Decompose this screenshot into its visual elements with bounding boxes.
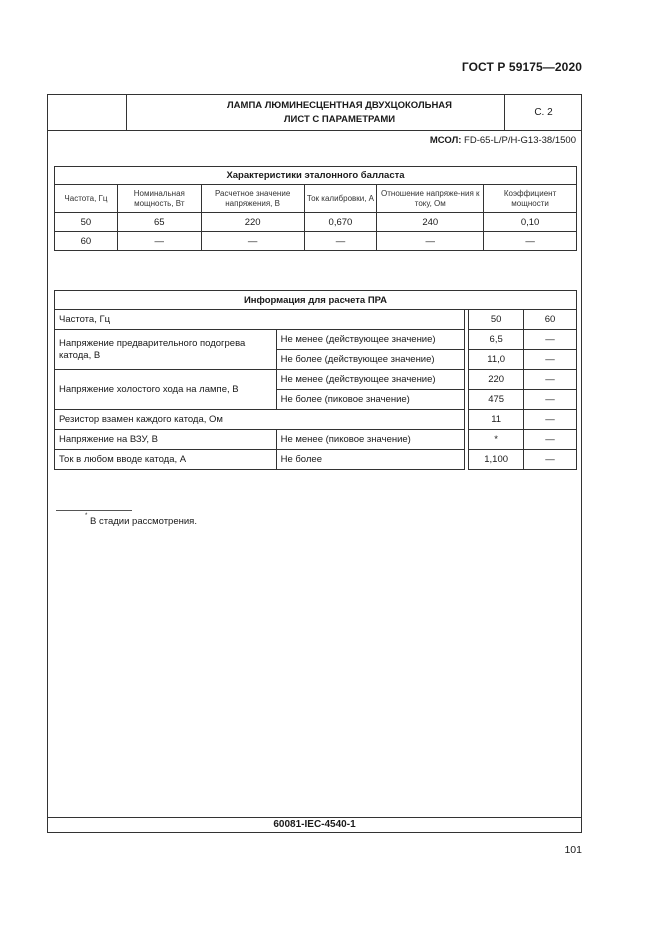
header-blank-cell bbox=[48, 95, 127, 130]
cell: 220 bbox=[469, 370, 524, 390]
table-row bbox=[55, 330, 577, 350]
cell: — bbox=[524, 370, 577, 390]
table-row bbox=[55, 232, 577, 251]
pra-param: Напряжение предварительного подогрева катода, В bbox=[55, 330, 277, 370]
ballast-col-header: Номинальная мощность, Вт bbox=[117, 185, 201, 213]
msol-value: FD-65-L/P/H-G13-38/1500 bbox=[464, 135, 576, 146]
cell: 475 bbox=[469, 390, 524, 410]
pra-table bbox=[54, 290, 577, 470]
footnote-text: В стадии рассмотрения. bbox=[89, 516, 197, 528]
cell: — bbox=[524, 330, 577, 350]
cell: 60 bbox=[55, 232, 118, 251]
pra-freq-50: 50 bbox=[469, 310, 524, 330]
cell: — bbox=[524, 350, 577, 370]
cell: 240 bbox=[377, 213, 484, 232]
cell: 0,10 bbox=[484, 213, 577, 232]
sheet-title bbox=[127, 95, 552, 130]
ballast-col-header: Частота, Гц bbox=[55, 185, 118, 213]
pra-cond: Не более (пиковое значение) bbox=[276, 390, 465, 410]
ballast-col-header: Расчетное значение напряжения, В bbox=[201, 185, 304, 213]
table-row bbox=[55, 410, 577, 430]
cell: 11 bbox=[469, 410, 524, 430]
pra-cond: Не более (действующее значение) bbox=[276, 350, 465, 370]
pra-param: Напряжение холостого хода на лампе, В bbox=[55, 370, 277, 410]
msol-label: МСОЛ: bbox=[429, 135, 462, 146]
cell: — bbox=[484, 232, 577, 251]
cell: — bbox=[524, 410, 577, 430]
cell: * bbox=[469, 430, 524, 450]
cell: 6,5 bbox=[469, 330, 524, 350]
footer-code: 60081-IEC-4540-1 bbox=[273, 819, 356, 830]
sheet-title-line2: ЛИСТ С ПАРАМЕТРАМИ bbox=[283, 114, 396, 125]
sheet-title-line1: ЛАМПА ЛЮМИНЕСЦЕНТНАЯ ДВУХЦОКОЛЬНАЯ bbox=[227, 100, 452, 111]
cell: — bbox=[377, 232, 484, 251]
cell: 0,670 bbox=[304, 213, 377, 232]
footnote-mark: * bbox=[85, 513, 88, 519]
ballast-table bbox=[54, 166, 577, 251]
table-row bbox=[55, 213, 577, 232]
pra-cond: Не более bbox=[276, 450, 465, 470]
ballast-col-header: Отношение напряже-ния к току, Ом bbox=[377, 185, 484, 213]
header-divider bbox=[48, 130, 581, 131]
table-row bbox=[55, 370, 577, 390]
cell: — bbox=[524, 430, 577, 450]
pra-cond: Не менее (действующее значение) bbox=[276, 330, 465, 350]
pra-caption: Информация для расчета ПРА bbox=[55, 291, 577, 310]
cell: 50 bbox=[55, 213, 118, 232]
cell: — bbox=[117, 232, 201, 251]
cell: 1,100 bbox=[469, 450, 524, 470]
page-number: 101 bbox=[564, 844, 582, 856]
sheet-frame bbox=[47, 94, 582, 833]
table-row bbox=[55, 310, 577, 330]
cell: — bbox=[304, 232, 377, 251]
footnote-rule bbox=[56, 510, 132, 511]
cell: 65 bbox=[117, 213, 201, 232]
table-row bbox=[55, 450, 577, 470]
cell: 220 bbox=[201, 213, 304, 232]
cell: — bbox=[524, 450, 577, 470]
pra-param: Резистор взамен каждого катода, Ом bbox=[55, 410, 465, 430]
ballast-caption: Характеристики эталонного балласта bbox=[55, 167, 577, 185]
cell: — bbox=[524, 390, 577, 410]
cell: — bbox=[201, 232, 304, 251]
footer-divider bbox=[48, 817, 581, 818]
pra-param: Ток в любом вводе катода, А bbox=[55, 450, 277, 470]
cell: 11,0 bbox=[469, 350, 524, 370]
msol-designation bbox=[430, 135, 576, 146]
ballast-col-header: Ток калибровки, А bbox=[304, 185, 377, 213]
pra-cond: Не менее (пиковое значение) bbox=[276, 430, 465, 450]
table-row bbox=[55, 430, 577, 450]
standard-number: ГОСТ Р 59175—2020 bbox=[461, 60, 582, 74]
ballast-col-header: Коэффициент мощности bbox=[484, 185, 577, 213]
pra-freq-60: 60 bbox=[524, 310, 577, 330]
sheet-number: С. 2 bbox=[504, 95, 582, 130]
pra-freq-label: Частота, Гц bbox=[55, 310, 465, 330]
pra-cond: Не менее (действующее значение) bbox=[276, 370, 465, 390]
footnote bbox=[85, 513, 197, 528]
pra-param: Напряжение на ВЗУ, В bbox=[55, 430, 277, 450]
